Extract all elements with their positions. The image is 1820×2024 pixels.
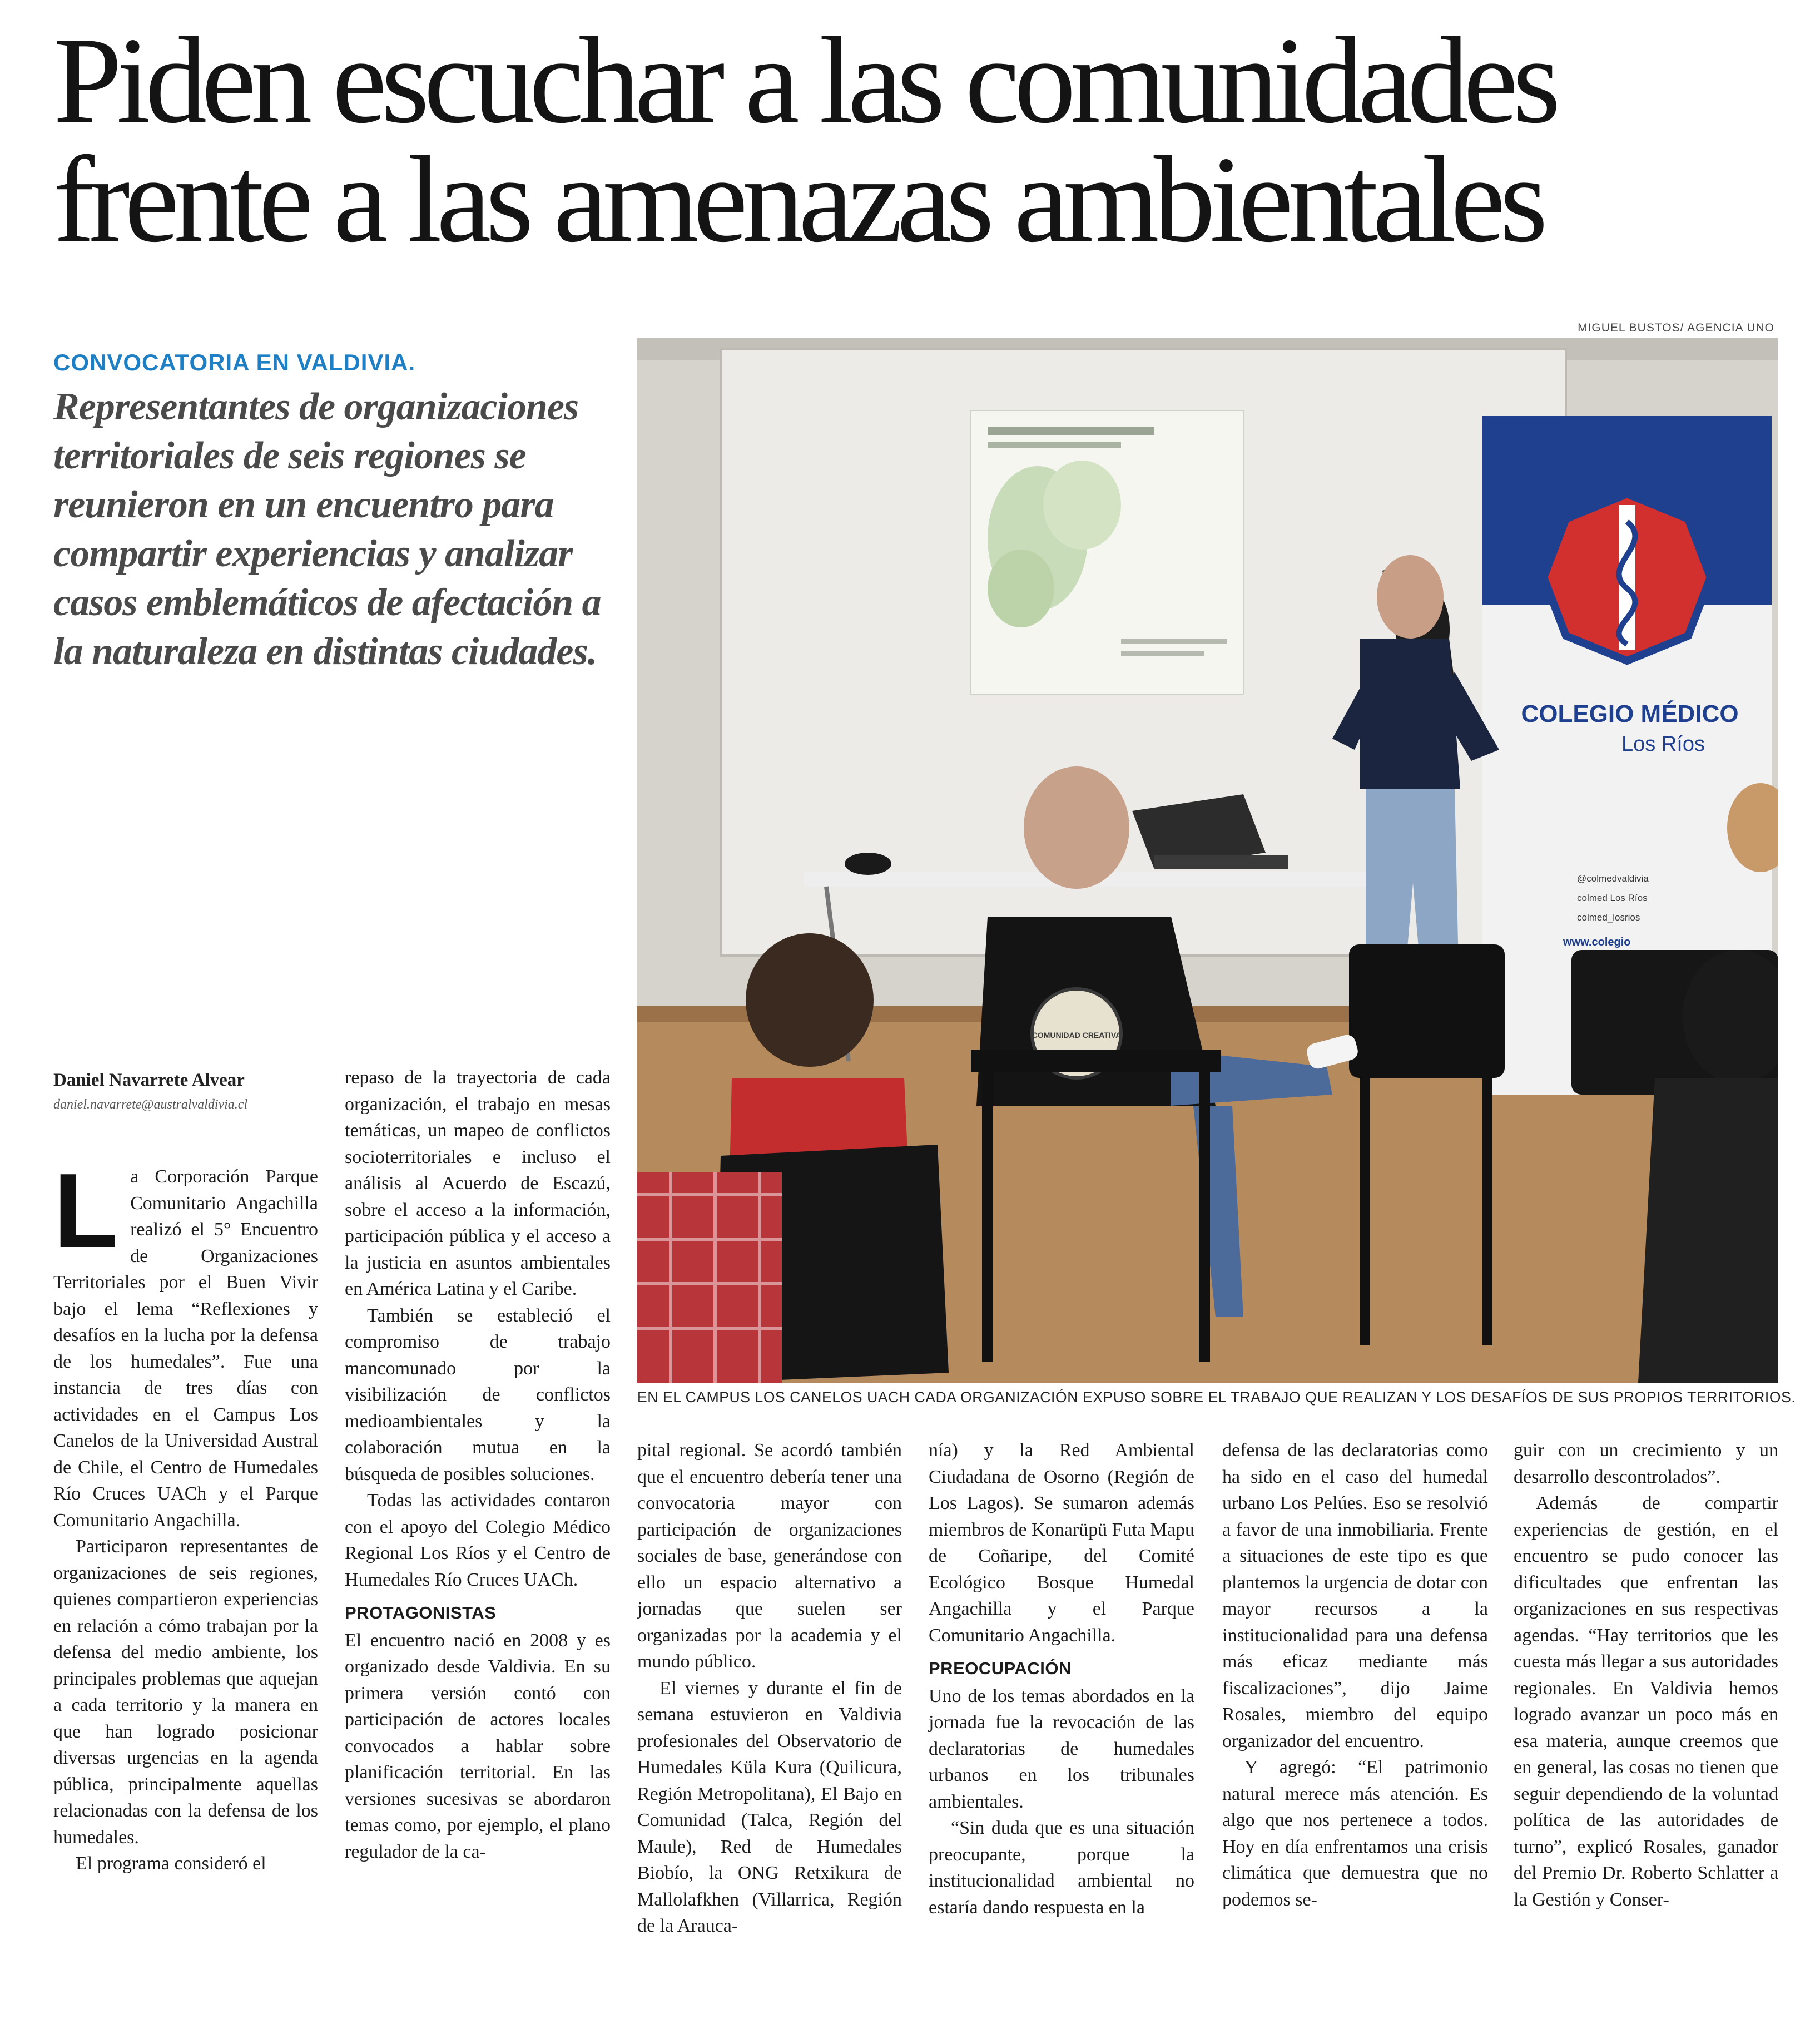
- body-paragraph: pital regional. Se acordó también que el encuentro debería tener una convocatoria mayor con participación de organizaciones sociales de base, generándose con ello un espacio alternativo a jornadas que suelen ser organizadas por la academia y el mundo público.: [637, 1440, 902, 1672]
- kicker: CONVOCATORIA EN VALDIVIA.: [53, 349, 416, 375]
- banner-title: COLEGIO MÉDICO: [1521, 700, 1739, 728]
- banner-social-3: colmed_losrios: [1577, 912, 1640, 923]
- byline: [53, 1070, 315, 1112]
- body-paragraph: defensa de las declaratorias como ha sido en el caso del humedal urbano Los Pelúes. Eso se resolvió a favor de una inmobiliaria. Frente a situaciones de este tipo es que plantemos la urgencia de dotar con mayor recursos a la institucionalidad para una defensa más eficaz mediante más fiscalizaciones”, dijo Jaime Rosales, miembro del equipo organizador del encuentro.: [1222, 1440, 1488, 1751]
- body-column-1: [53, 1152, 318, 1877]
- body-column-5: [1222, 1437, 1488, 1913]
- body-paragraph: [53, 1152, 318, 1533]
- banner-social-4: www.colegio: [1563, 936, 1631, 948]
- body-column-2: [345, 1065, 611, 1865]
- subheading-protagonistas: PROTAGONISTAS: [345, 1603, 497, 1622]
- author-email: daniel.navarrete@australvaldivia.cl: [53, 1097, 248, 1112]
- body-paragraph: repaso de la trayectoria de cada organización, el trabajo en mesas temáticas, un mapeo de conflictos socioterritoriales e incluso el análisis al Acuerdo de Escazú, sobre el acceso a la información, participación pública y el acceso a la justicia en asuntos ambientales en América Latina y el Caribe.: [345, 1067, 611, 1299]
- article-photo: [637, 338, 1778, 1383]
- author-name: Daniel Navarrete Alvear: [53, 1070, 245, 1090]
- body-paragraph: El viernes y durante el fin de semana estuvieron en Valdivia profesionales del Observatorio de Humedales Küla Kura (Quilicura, Región Metropolitana), El Bajo en Comunidad (Talca, Región del Maule), Red de Humedales Biobío, la ONG Retxikura de Mallolafkhen (Villarrica, Región de la Arauca-: [637, 1677, 902, 1936]
- body-paragraph: Participaron representantes de organizaciones de seis regiones, quienes compartieron experiencias en relación a cómo trabajan por la defensa del medio ambiente, los principales problemas que aquejan a cada territorio y la manera en que han logrado posicionar diversas urgencias en la agenda pública, principalmente aquellas relacionadas con la defensa de los humedales.: [53, 1536, 318, 1848]
- body-paragraph: guir con un crecimiento y un desarrollo descontrolados”.: [1514, 1440, 1778, 1487]
- body-paragraph: El programa consideró el: [76, 1853, 266, 1874]
- body-paragraph: El encuentro nació en 2008 y es organizado desde Valdivia. En su primera versión contó con participación de actores locales convocados a hablar sobre planificación territorial. En las versiones sucesivas se abordaron temas como, por ejemplo, el plano regulador de la ca-: [345, 1630, 611, 1862]
- body-paragraph: Y agregó: “El patrimonio natural merece más atención. Es algo que nos pertenece a todos. Hoy en día enfrentamos una crisis climática que demuestra que no podemos se-: [1222, 1757, 1488, 1910]
- body-paragraph: “Sin duda que es una situación preocupante, porque la institucionalidad ambiental no estaría dando respuesta en la: [929, 1818, 1194, 1918]
- body-paragraph: Todas las actividades contaron con el apoyo del Colegio Médico Regional Los Ríos y el Centro de Humedales Río Cruces UACh.: [345, 1490, 611, 1590]
- shirt-patch-text: COMUNIDAD CREATIVA: [1032, 1031, 1122, 1040]
- deck-summary: Representantes de organizaciones territoriales de seis regiones se reunieron en un encuentro para compartir experiencias y analizar casos emblemáticos de afectación a la naturaleza en distintas ciudades.: [53, 385, 601, 673]
- headline-line-1: Piden escuchar a las comunidades: [53, 12, 1555, 149]
- banner-subtitle: Los Ríos: [1621, 733, 1705, 756]
- banner-social-2: colmed Los Ríos: [1577, 893, 1648, 903]
- body-paragraph: También se estableció el compromiso de trabajo mancomunado por la visibilización de conflictos medioambientales y la colaboración mutua en la búsqueda de posibles soluciones.: [345, 1305, 611, 1484]
- photo-caption: EN EL CAMPUS LOS CANELOS UACH CADA ORGANIZACIÓN EXPUSO SOBRE EL TRABAJO QUE REALIZAN Y LOS DESAFÍOS DE SUS PROPIOS TERRITORIOS.: [637, 1389, 1796, 1406]
- drop-cap: L: [53, 1152, 118, 1270]
- headline: [53, 12, 1788, 268]
- subheading-preocupacion: PREOCUPACIÓN: [929, 1659, 1072, 1678]
- body-column-6: [1514, 1437, 1778, 1913]
- banner-social-1: @colmedvaldivia: [1577, 873, 1649, 884]
- headline-line-2: frente a las amenazas ambientales: [53, 131, 1543, 268]
- paragraph-text: a Corporación Parque Comunitario Angachilla realizó el 5° Encuentro de Organizaciones Territoriales por el Buen Vivir bajo el lema “Reflexiones y desafíos en la lucha por la defensa de los humedales”. Fue una instancia de tres días con actividades en el Campus Los Canelos de la Universidad Austral de Chile, el Centro de Humedales Río Cruces UACh y el Parque Comunitario Angachilla.: [53, 1166, 318, 1531]
- body-column-3: [637, 1437, 902, 1939]
- body-paragraph: Uno de los temas abordados en la jornada fue la revocación de las declaratorias de humedales urbanos en los tribunales ambientales.: [929, 1685, 1194, 1812]
- photo-credit: MIGUEL BUSTOS/ AGENCIA UNO: [1578, 321, 1774, 334]
- body-column-4: [929, 1437, 1194, 1921]
- body-paragraph: nía) y la Red Ambiental Ciudadana de Osorno (Región de Los Lagos). Se sumaron además miembros de Konarüpü Futa Mapu de Coñaripe, del Comité Ecológico Bosque Humedal Angachilla y el Parque Comunitario Angachilla.: [929, 1440, 1194, 1646]
- body-paragraph: Además de compartir experiencias de gestión, en el encuentro se pudo conocer las dificultades que enfrentan las organizaciones en sus respectivas agendas. “Hay territorios que les cuesta más llegar a sus autoridades regionales. En Valdivia hemos logrado avanzar un poco más en esa materia, aunque creemos que en general, las cosas no tienen que seguir dependiendo de la voluntad política de las autoridades de turno”, explicó Rosales, ganador del Premio Dr. Roberto Schlatter a la Gestión y Conser-: [1514, 1493, 1778, 1910]
